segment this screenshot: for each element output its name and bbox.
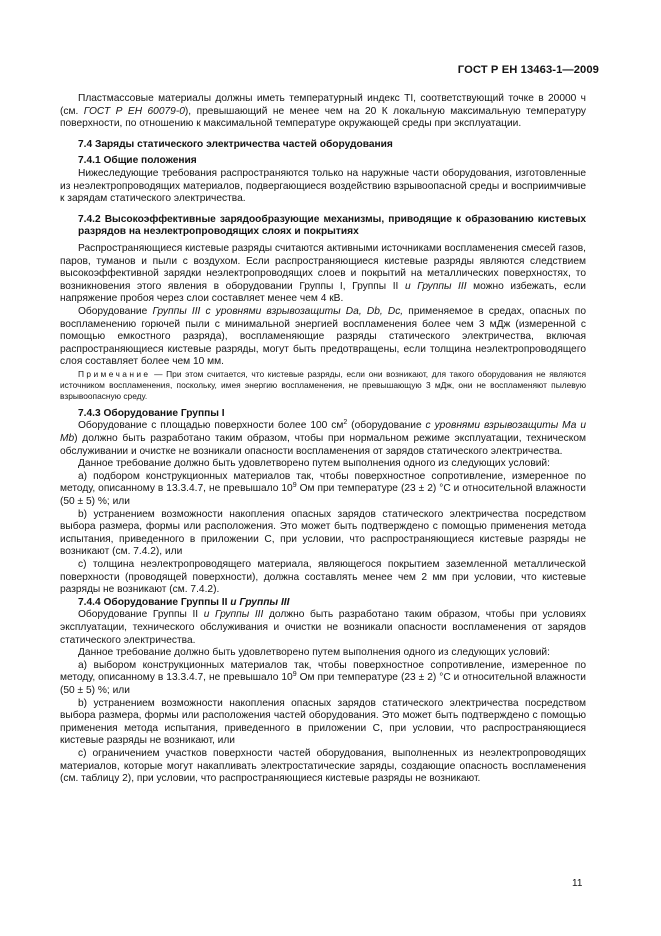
text: Ом при температуре (23 ± 2) °С и относительной влажности (50 ± 5) %; или	[60, 672, 586, 696]
paragraph-7-4-4-b: Данное требование должно быть удовлетворено путем выполнения одного из следующих условий:	[78, 647, 550, 659]
paragraph-7-4-1: Нижеследующие требования распространяются только на наружные части оборудования, изготовленные из неэлектропроводящих материалов, подвергающиеся воздействию взрывоопасной среды и восприимчивые к зарядам статического электричества.	[60, 167, 586, 205]
text: Ом при температуре (23 ± 2) °С и относительной влажности (50 ± 5) %; или	[60, 483, 586, 508]
heading-7-4-1: 7.4.1 Общие положения	[78, 155, 197, 167]
list-item-7-4-3-c: с) толщина неэлектропроводящего материала, являющегося покрытием заземленной металлической поверхности (проводящей поверхности), должна составлять менее чем 2 мм при условии, что кистевые разряды не возникают (см. 7.4.2).	[60, 559, 586, 596]
text: Распространяющиеся кистевые разряды считаются активными источниками воспламенения смесей газов, паров, туманов и пыли с воздухом. Если распространяющиеся кистевые разряды являются следствием высокоэффективной зарядки неэлектропроводящих слоев и покрытий на металлических поверхностях, то возникновения этого явления в оборудовании Группы I, Группы II	[60, 242, 586, 292]
text-italic: Группы III с уровнями взрывозащиты Da, Db, Dc,	[152, 305, 404, 317]
list-item-7-4-4-c: с) ограничением участков поверхности частей оборудования, выполненных из неэлектропроводящих материалов, которые могут накапливать электростатические заряды, создающие опасность воспламенения (см. таблицу 2), при условии, что распространяющиеся кистевые разряды не возникают.	[60, 747, 586, 785]
text: (оборудование	[347, 420, 426, 432]
text-italic: и Группы III	[203, 609, 264, 621]
document-header-id: ГОСТ Р ЕН 13463-1—2009	[457, 64, 599, 76]
text: можно избежать, если напряжение пробоя через слои составляет менее чем 4 кВ.	[60, 280, 586, 305]
heading-7-4-2: 7.4.2 Высокоэффективные зарядообразующие механизмы, приводящие к образованию кистевых разрядов на неэлектропроводящих слоях и покрытиях	[78, 213, 586, 238]
text-italic: и Группы III	[404, 280, 467, 292]
heading-7-4-4	[60, 597, 586, 610]
standard-reference: ГОСТ Р ЕН 60079-0	[83, 105, 185, 117]
list-item-7-4-3-a	[60, 471, 586, 509]
text: Оборудование	[78, 305, 153, 317]
text: Пластмассовые материалы должны иметь температурный индекс TI, соответствующий точке в 20000 ч (см.	[60, 93, 586, 117]
paragraph-plastics	[60, 93, 586, 131]
superscript: 2	[343, 419, 348, 427]
text-italic: и Группы III	[230, 596, 290, 608]
list-item-7-4-4-a	[60, 660, 586, 698]
text: Оборудование Группы II	[78, 609, 204, 621]
paragraph-7-4-3-b: Данное требование должно быть удовлетворено путем выполнения одного из следующих условий:	[78, 458, 550, 470]
paragraph-7-4-2-a	[60, 243, 586, 306]
paragraph-7-4-4-a	[60, 609, 586, 647]
note-label: Примечание	[78, 368, 151, 379]
note	[60, 369, 586, 402]
text: 7.4.4 Оборудование Группы II	[78, 596, 231, 608]
paragraph-7-4-3-a	[60, 420, 586, 458]
text: применяемое в средах, опасных по воспламенению горючей пыли с минимальной энергией воспламенения более чем 3 мДж (измеренной с помощью емкостного разряда), воспламеняющие разряды статического электричества, включая распространяющиеся кистевые разряды, могут быть предотвращены, если толщина неэлектропроводящего слоя составляет более чем 10 мм.	[60, 305, 586, 368]
note-text: — При этом считается, что кистевые разряды, если они возникают, для такого оборудования не являются источником воспламенения, поскольку, имея энергию воспламенения, не превышающую 3 мДж, они не воспламеняют пылевую взрывоопасную среду.	[60, 368, 586, 401]
superscript: 9	[292, 482, 297, 490]
paragraph-7-4-2-b	[60, 306, 586, 369]
list-item-7-4-4-b: b) устранением возможности накопления опасных зарядов статического электричества посредством выбора размера, формы или расположения частей оборудования. Это может быть подтверждено с помощью применения метода испытания, приведенного в приложении С, при условии, что распространяющиеся кистевые разряды не возникают, или	[60, 697, 586, 747]
superscript: 9	[292, 671, 297, 679]
text: должно быть разработано таким образом, чтобы при условиях эксплуатации, технического обслуживания и очистки не возникали опасности воспламенения от зарядов статического электричества.	[60, 609, 586, 646]
heading-7-4: 7.4 Заряды статического электричества частей оборудования	[78, 138, 393, 150]
heading-7-4-3: 7.4.3 Оборудование Группы I	[78, 407, 225, 419]
text: ) должно быть разработано таким образом, чтобы при нормальном режиме эксплуатации, техническом обслуживании и очистке не возникали опасности воспламенения от зарядов статического электричества.	[60, 433, 586, 457]
list-item-7-4-3-b: b) устранением возможности накопления опасных зарядов статического электричества посредством выбора размера, формы или расположения. Это может быть подтверждено с помощью применения метода испытания, приведенного в приложении С, при условии, что распространяющиеся кистевые разряды не возникают (см. 7.4.2), или	[60, 508, 586, 558]
document-body	[60, 93, 586, 786]
text: ), превышающий не менее чем на 20 К локальную максимальную температуру поверхности, по отношению к максимальной температуре окружающей среды при эксплуатации.	[60, 105, 586, 130]
text-italic: с уровнями взрывозащиты Ма и Mb	[60, 420, 586, 445]
text: а) подбором конструкционных материалов так, чтобы поверхностное сопротивление, измеренное по методу, описанному в 13.3.4.7, не превышало 10	[60, 470, 586, 495]
text: Оборудование с площадью поверхности более 100 см	[78, 420, 344, 432]
page-number: 11	[572, 878, 583, 889]
text: а) выбором конструкционных материалов так, чтобы поверхностное сопротивление, измеренное по методу, описанному в 13.3.4.7, не превышало 10	[60, 659, 586, 684]
